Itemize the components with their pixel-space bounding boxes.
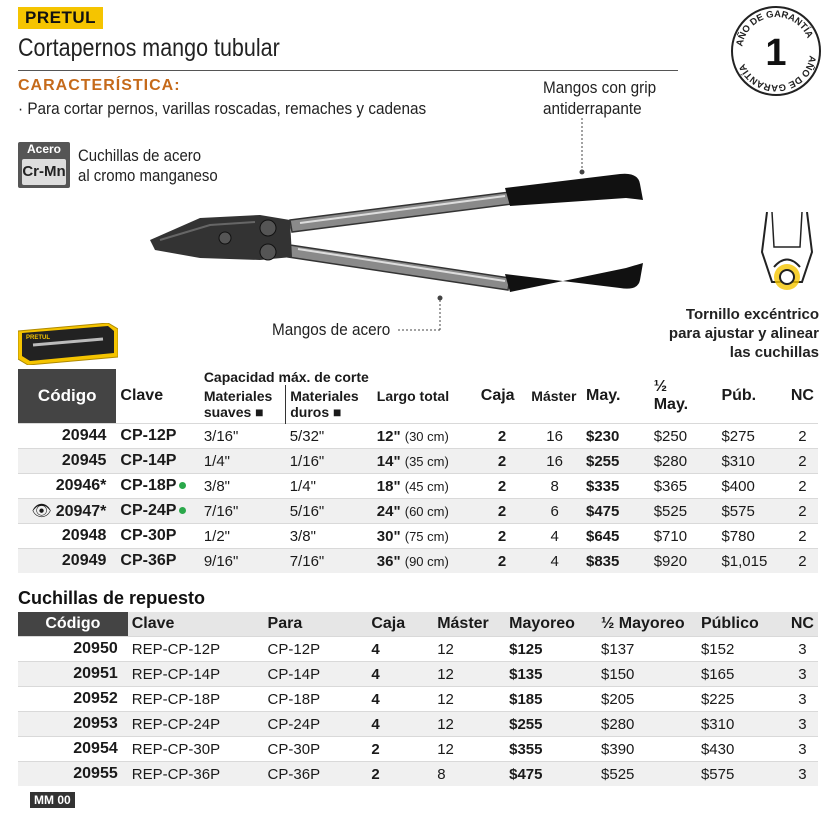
cell-codigo: 20951 (18, 662, 128, 687)
cell-codigo: 20952 (18, 687, 128, 712)
col2-master: Máster (433, 612, 505, 637)
cell-mayoreo: $475 (505, 762, 597, 787)
table-row (18, 449, 818, 474)
cell-pub: $575 (717, 499, 786, 524)
cell-nc: 3 (787, 712, 818, 737)
cell-half: $280 (650, 449, 718, 474)
cell-duros: 3/8" (286, 524, 373, 549)
table-row (18, 662, 818, 687)
cell-suaves: 9/16" (200, 549, 286, 574)
cell-clave: CP-30P (116, 524, 199, 549)
cell-caja: 4 (367, 662, 433, 687)
col-capacidad: Capacidad máx. de corte (200, 369, 373, 385)
table-row (18, 424, 818, 449)
eye-icon: 👁 (31, 503, 52, 520)
cell-nc: 3 (787, 737, 818, 762)
cell-suaves: 3/16" (200, 424, 286, 449)
cell-caja: 2 (477, 524, 528, 549)
cell-pub: $310 (717, 449, 786, 474)
table-row (18, 549, 818, 574)
cell-half: $137 (597, 637, 697, 662)
cell-caja: 2 (367, 762, 433, 787)
new-indicator-icon (179, 507, 186, 514)
cell-half: $250 (650, 424, 718, 449)
cell-largo: 30" (75 cm) (373, 524, 477, 549)
col-codigo: Código (18, 369, 116, 424)
footer-code: MM 00 (30, 792, 75, 808)
cell-pub: $1,015 (717, 549, 786, 574)
cell-largo: 18" (45 cm) (373, 474, 477, 499)
cell-clave: REP-CP-14P (128, 662, 264, 687)
cell-clave: REP-CP-12P (128, 637, 264, 662)
col2-nc: NC (787, 612, 818, 637)
cell-caja: 2 (477, 549, 528, 574)
table-row (18, 474, 818, 499)
cell-para: CP-24P (264, 712, 368, 737)
cell-publico: $152 (697, 637, 787, 662)
callout-grip: Mangos con grip antiderrapante (543, 78, 657, 118)
new-indicator-icon (179, 482, 186, 489)
cell-caja: 2 (477, 499, 528, 524)
cell-half: $150 (597, 662, 697, 687)
cell-duros: 5/16" (286, 499, 373, 524)
table-row (18, 762, 818, 787)
cell-pub: $780 (717, 524, 786, 549)
col-master: Máster (527, 369, 582, 424)
cell-duros: 7/16" (286, 549, 373, 574)
cell-may: $230 (582, 424, 650, 449)
cell-master: 4 (527, 549, 582, 574)
cell-nc: 3 (787, 687, 818, 712)
cell-may: $255 (582, 449, 650, 474)
cell-nc: 2 (787, 549, 818, 574)
cell-clave: CP-14P (116, 449, 199, 474)
cell-nc: 3 (787, 662, 818, 687)
cell-caja: 2 (477, 474, 528, 499)
cell-caja: 2 (367, 737, 433, 762)
cell-suaves: 7/16" (200, 499, 286, 524)
cell-mayoreo: $185 (505, 687, 597, 712)
cell-master: 12 (433, 687, 505, 712)
cell-nc: 3 (787, 637, 818, 662)
cell-master: 12 (433, 637, 505, 662)
cell-may: $335 (582, 474, 650, 499)
cell-nc: 2 (787, 449, 818, 474)
eccentric-screw-icon (752, 212, 822, 300)
cell-para: CP-12P (264, 637, 368, 662)
table-row (18, 687, 818, 712)
col2-para: Para (264, 612, 368, 637)
cell-mayoreo: $355 (505, 737, 597, 762)
col-suaves: Materiales suaves ■ (200, 385, 286, 424)
cell-half: $525 (650, 499, 718, 524)
cell-codigo: 20950 (18, 637, 128, 662)
cell-para: CP-18P (264, 687, 368, 712)
cell-clave: CP-24P (116, 499, 199, 524)
cell-duros: 1/16" (286, 449, 373, 474)
cell-clave: REP-CP-36P (128, 762, 264, 787)
col-caja: Caja (477, 369, 528, 424)
cell-para: CP-36P (264, 762, 368, 787)
cell-clave: REP-CP-18P (128, 687, 264, 712)
cell-nc: 3 (787, 762, 818, 787)
cell-nc: 2 (787, 524, 818, 549)
cell-largo: 24" (60 cm) (373, 499, 477, 524)
col2-caja: Caja (367, 612, 433, 637)
cell-codigo: 20949 (18, 549, 116, 574)
acero-description: Cuchillas de acero al cromo manganeso (78, 146, 218, 185)
cell-master: 6 (527, 499, 582, 524)
spare-blades-table (18, 612, 818, 786)
cell-may: $475 (582, 499, 650, 524)
cell-codigo: 👁 20947* (18, 499, 116, 524)
cell-mayoreo: $255 (505, 712, 597, 737)
cell-codigo: 20944 (18, 424, 116, 449)
svg-text:AÑO DE GARANTÍA: AÑO DE GARANTÍA (734, 8, 816, 48)
cell-suaves: 1/2" (200, 524, 286, 549)
cell-codigo: 20955 (18, 762, 128, 787)
cell-duros: 1/4" (286, 474, 373, 499)
product-table (18, 369, 818, 573)
cell-clave: CP-12P (116, 424, 199, 449)
col2-mayoreo: Mayoreo (505, 612, 597, 637)
acero-badge-top: Acero (26, 142, 61, 156)
cell-pub: $275 (717, 424, 786, 449)
cell-publico: $165 (697, 662, 787, 687)
cell-master: 12 (433, 712, 505, 737)
callout-tornillo: Tornillo excéntrico para ajustar y alinear las cuchillas (668, 306, 819, 361)
cell-largo: 14" (35 cm) (373, 449, 477, 474)
cell-half: $205 (597, 687, 697, 712)
table-row (18, 499, 818, 524)
cell-para: CP-30P (264, 737, 368, 762)
svg-text:AÑO DE GARANTÍA: AÑO DE GARANTÍA (736, 54, 818, 94)
cell-codigo: 20946* (18, 474, 116, 499)
spare-blades-heading: Cuchillas de repuesto (18, 588, 206, 608)
col-nc: NC (787, 369, 818, 424)
svg-text:1: 1 (765, 32, 787, 74)
cell-master: 16 (527, 424, 582, 449)
col-duros: Materiales duros ■ (286, 385, 373, 424)
cell-caja: 4 (367, 712, 433, 737)
cell-clave: REP-CP-24P (128, 712, 264, 737)
cell-half: $710 (650, 524, 718, 549)
cell-caja: 4 (367, 687, 433, 712)
col-clave: Clave (116, 369, 199, 424)
cell-half: $390 (597, 737, 697, 762)
cell-half: $280 (597, 712, 697, 737)
cell-publico: $430 (697, 737, 787, 762)
cell-mayoreo: $125 (505, 637, 597, 662)
cell-publico: $225 (697, 687, 787, 712)
feature-heading: CARACTERÍSTICA: (18, 77, 181, 94)
cell-pub: $400 (717, 474, 786, 499)
cell-publico: $575 (697, 762, 787, 787)
col2-publico: Público (697, 612, 787, 637)
cell-suaves: 3/8" (200, 474, 286, 499)
cell-master: 16 (527, 449, 582, 474)
cell-half: $365 (650, 474, 718, 499)
cell-clave: CP-18P (116, 474, 199, 499)
cell-codigo: 20953 (18, 712, 128, 737)
svg-text:PRETUL: PRETUL (26, 335, 50, 341)
brand-logo: PRETUL (18, 7, 103, 29)
cell-master: 8 (433, 762, 505, 787)
table-row (18, 712, 818, 737)
cell-half: $920 (650, 549, 718, 574)
cell-master: 12 (433, 737, 505, 762)
cell-may: $645 (582, 524, 650, 549)
cell-master: 4 (527, 524, 582, 549)
cell-master: 8 (527, 474, 582, 499)
cell-nc: 2 (787, 424, 818, 449)
cell-publico: $310 (697, 712, 787, 737)
table-row (18, 737, 818, 762)
page-title: Cortapernos mango tubular (18, 34, 280, 62)
cell-largo: 36" (90 cm) (373, 549, 477, 574)
cell-para: CP-14P (264, 662, 368, 687)
cell-codigo: 20954 (18, 737, 128, 762)
cell-may: $835 (582, 549, 650, 574)
cell-clave: REP-CP-30P (128, 737, 264, 762)
col-may: May. (582, 369, 650, 424)
package-thumbnail (18, 323, 118, 365)
cell-suaves: 1/4" (200, 449, 286, 474)
cell-codigo: 20948 (18, 524, 116, 549)
cell-mayoreo: $135 (505, 662, 597, 687)
cell-clave: CP-36P (116, 549, 199, 574)
acero-badge-bottom: Cr-Mn (22, 159, 66, 185)
cell-caja: 4 (367, 637, 433, 662)
col-largo: Largo total (373, 369, 477, 424)
col2-half: ½ Mayoreo (597, 612, 697, 637)
cell-codigo: 20945 (18, 449, 116, 474)
table-row (18, 524, 818, 549)
cell-nc: 2 (787, 474, 818, 499)
cell-half: $525 (597, 762, 697, 787)
table-row (18, 637, 818, 662)
col2-codigo: Código (18, 612, 128, 637)
feature-bullet: · Para cortar pernos, varillas roscadas, remaches y cadenas (18, 99, 427, 118)
col-pub: Púb. (717, 369, 786, 424)
cell-caja: 2 (477, 449, 528, 474)
col2-clave: Clave (128, 612, 264, 637)
cell-duros: 5/32" (286, 424, 373, 449)
col-half: ½ May. (650, 369, 718, 424)
callout-acero: Mangos de acero (272, 320, 391, 339)
cell-caja: 2 (477, 424, 528, 449)
cell-largo: 12" (30 cm) (373, 424, 477, 449)
cell-master: 12 (433, 662, 505, 687)
cell-nc: 2 (787, 499, 818, 524)
